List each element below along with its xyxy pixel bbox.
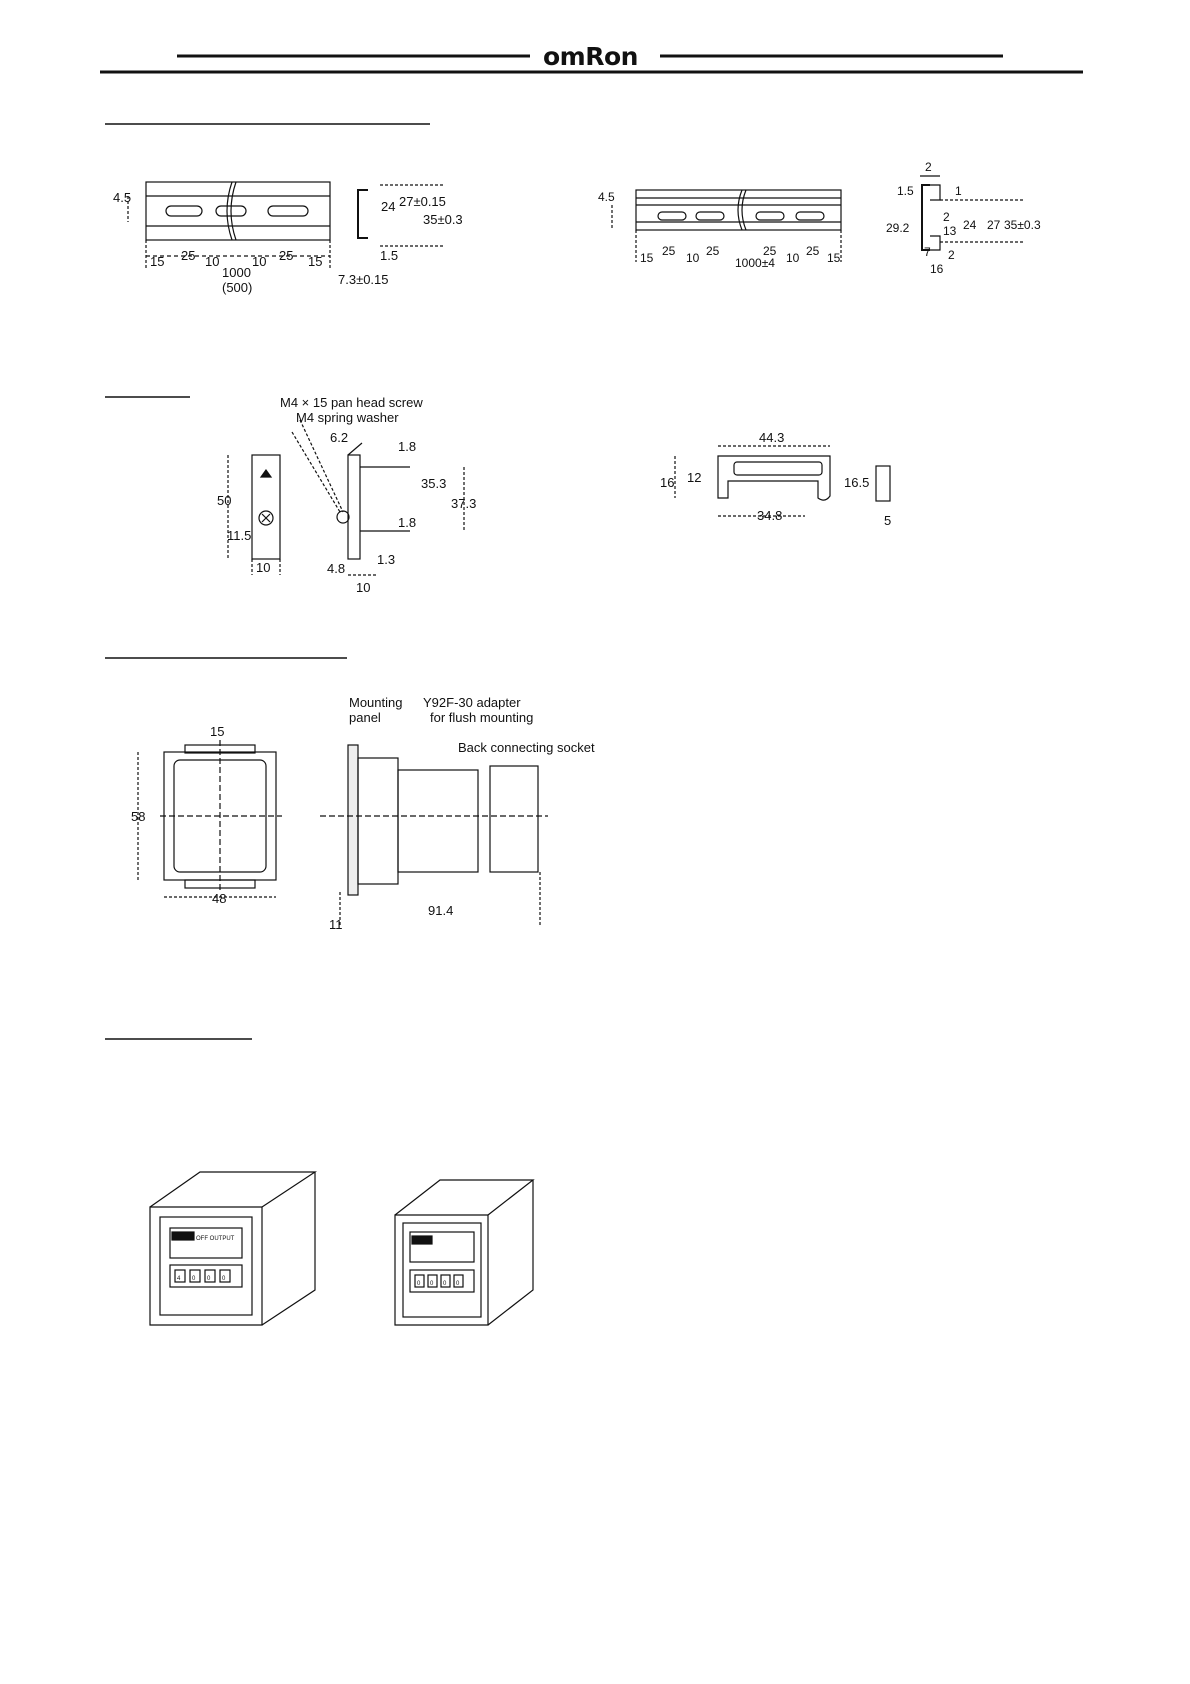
- washer-label: M4 spring washer: [296, 410, 399, 425]
- end-plate-dim-1-8: 1.8: [398, 439, 417, 454]
- rail1-profile-7-3: 7.3±0.15: [338, 272, 389, 287]
- end-plate-labels: [217, 395, 476, 595]
- rail1-dim-1: 15: [150, 254, 165, 269]
- rail2-profile-16: 16: [930, 262, 944, 276]
- rail2-profile-24: 24: [963, 218, 977, 232]
- end-plate-dim-1-3: 1.3: [377, 552, 396, 567]
- rail1-dim-6: 15: [308, 254, 323, 269]
- adapter-drawing: [138, 740, 548, 925]
- rail2-profile-1-5: 1.5: [897, 184, 914, 198]
- omron-logo: omRon: [543, 42, 638, 71]
- timer-illustration-2: [395, 1180, 533, 1325]
- adapter-dim-11: 11: [329, 917, 343, 932]
- rail2-height: 4.5: [598, 190, 615, 204]
- mounting-label: Mounting: [349, 695, 403, 710]
- rail1-dim-4: 10: [252, 254, 267, 269]
- rail2-dim-2: 25: [662, 244, 676, 258]
- rail2-dim-8: 15: [827, 251, 841, 265]
- rail2-dim-1: 15: [640, 251, 654, 265]
- spacer-dim-34-8: 34.8: [757, 508, 783, 523]
- adapter-dim-58: 58: [131, 809, 146, 824]
- rail1-profile-24: 24: [381, 199, 396, 214]
- timer2-digit-4: 0: [456, 1281, 460, 1287]
- rail2-profile-2b: 2: [943, 210, 950, 224]
- end-plate-dim-10b: 10: [356, 580, 371, 595]
- rail2-profile-35: 35±0.3: [1004, 218, 1041, 232]
- spacer-dim-44-3: 44.3: [759, 430, 785, 445]
- rail2-dim-5: 25: [763, 244, 777, 258]
- timer2-digit-2: 0: [430, 1281, 434, 1287]
- rail2-profile-7: 7: [924, 245, 931, 259]
- rail1-height: 4.5: [113, 190, 132, 205]
- rail2-profile-1: 1: [955, 184, 962, 198]
- end-plate-dim-11-5: 11.5: [227, 528, 252, 543]
- rail1-length-alt: (500): [222, 280, 253, 295]
- end-plate-dim-1-8b: 1.8: [398, 515, 417, 530]
- end-plate-dim-50: 50: [217, 493, 232, 508]
- rail2-profile-13: 13: [943, 224, 957, 238]
- timer1-digit-3: 0: [207, 1276, 211, 1282]
- end-plate-dim-37-3: 37.3: [451, 496, 477, 511]
- adapter-dim-48: 48: [212, 891, 227, 906]
- rail2-profile-29-2: 29.2: [886, 221, 910, 235]
- header-rule: [100, 56, 1083, 72]
- spacer-dim-16: 16: [660, 475, 675, 490]
- rail1-dim-5: 25: [279, 248, 294, 263]
- spacer-dim-5: 5: [884, 513, 892, 528]
- adapter-dim-15: 15: [210, 724, 225, 739]
- end-plate-dim-6-2: 6.2: [330, 430, 349, 445]
- rail2-profile-2c: 2: [948, 248, 955, 262]
- rail1-length: 1000: [222, 265, 251, 280]
- timer2-digit-3: 0: [443, 1281, 447, 1287]
- rail2-dim-4: 25: [706, 244, 720, 258]
- timer-illustration-1: [150, 1172, 315, 1325]
- rail1-dim-3: 10: [205, 254, 220, 269]
- socket-label: Back connecting socket: [458, 740, 595, 755]
- end-plate-dim-35-3: 35.3: [421, 476, 447, 491]
- timer1-digit-4: 0: [222, 1276, 226, 1282]
- adapter-name-label: Y92F-30 adapter: [423, 695, 521, 710]
- rail2-length: 1000±4: [735, 256, 775, 270]
- rail2-profile-27: 27: [987, 218, 1001, 232]
- spacer-dim-12: 12: [687, 470, 702, 485]
- rail2-dim-6: 10: [786, 251, 800, 265]
- flush-mount-label: for flush mounting: [430, 710, 534, 725]
- timer1-digit-1: 4: [177, 1276, 181, 1282]
- rail1-profile-1-5: 1.5: [380, 248, 399, 263]
- panel-label: panel: [349, 710, 381, 725]
- timer1-output-label: OFF OUTPUT: [196, 1236, 235, 1242]
- rail2-dim-7: 25: [806, 244, 820, 258]
- rail1-dim-2: 25: [181, 248, 196, 263]
- screw-label: M4 × 15 pan head screw: [280, 395, 423, 410]
- end-plate-dim-4-8: 4.8: [327, 561, 346, 576]
- end-plate-dim-10: 10: [256, 560, 271, 575]
- spacer-labels: [660, 430, 891, 528]
- adapter-dim-91-4: 91.4: [428, 903, 454, 918]
- rail1-profile-27: 27±0.15: [399, 194, 446, 209]
- timer1-digit-2: 0: [192, 1276, 196, 1282]
- rail1-profile-35: 35±0.3: [423, 212, 463, 227]
- timer2-digit-1: 0: [417, 1281, 421, 1287]
- rail2-dim-3: 10: [686, 251, 700, 265]
- rail2-profile-2: 2: [925, 160, 932, 174]
- din-rail-2-labels: [598, 160, 1041, 276]
- spacer-dim-16-5: 16.5: [844, 475, 870, 490]
